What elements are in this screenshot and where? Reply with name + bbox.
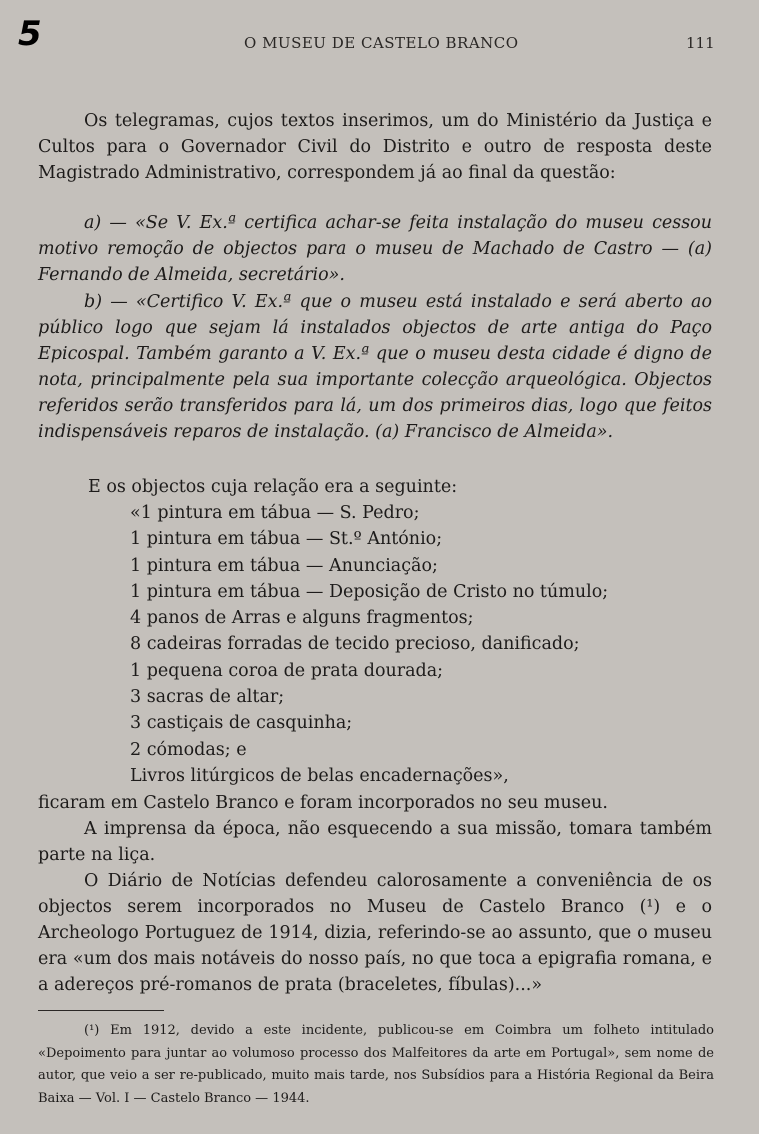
list-item: 8 cadeiras forradas de tecido precioso, danificado; <box>130 634 580 655</box>
list-item: 3 sacras de altar; <box>130 687 285 708</box>
objects-list <box>130 500 608 789</box>
list-item: 1 pintura em tábua — Anunciação; <box>130 555 438 576</box>
telegram-a: a) — «Se V. Ex.ª certifica achar-se feita instalação do museu cessou motivo remoção de objectos para o museu de Machado de Castro — (a) Fernando de Almeida, secretário». <box>38 213 712 285</box>
list-item: 2 cómodas; e <box>130 739 247 760</box>
footnote: (¹) Em 1912, devido a este incidente, publicou-se em Coimbra um folheto intitulado «Depoimento para juntar ao volumoso processo dos Malfeitores da arte em Portugal», sem nome de autor, que veio a ser re-publicado, muito mais tarde, nos Subsídios para a História Regional da Beira Baixa — Vol. I — Castelo Branco — 1944. <box>38 1023 714 1106</box>
intro-paragraph: Os telegramas, cujos textos inserimos, um do Ministério da Justiça e Cultos para o Governador Civil do Distrito e outro de resposta deste Magistrado Administrativo, correspondem já ao final da questão: <box>38 111 712 183</box>
list-item: 4 panos de Arras e alguns fragmentos; <box>130 608 474 629</box>
after-list-line: ficaram em Castelo Branco e foram incorporados no seu museu. <box>38 793 608 813</box>
telegram-b: b) — «Certifico V. Ex.ª que o museu está instalado e será aberto ao público logo que sejam lá instalados objectos de arte antiga do Paço Epicospal. Também garanto a V. Ex.ª que o museu desta cidade é digno de nota, principalmente pela sua importante colecção arqueológica. Objectos referidos serão transferidos para lá, um dos primeiros dias, logo que feitos indispensáveis reparos de instalação. (a) Francisco de Almeida». <box>38 292 712 442</box>
list-item: 1 pintura em tábua — Deposição de Cristo no túmulo; <box>130 581 609 602</box>
list-item: 3 castiçais de casquinha; <box>130 713 353 734</box>
diario-paragraph: O Diário de Notícias defendeu calorosamente a conveniência de os objectos serem incorporados no Museu de Castelo Branco (¹) e o Archeologo Portuguez de 1914, dizia, referindo-se ao assunto, que o museu era «um dos mais notáveis do nosso país, no que toca a epigrafia romana, e a adereços pré-romanos de prata (braceletes, fíbulas)...» <box>38 871 712 995</box>
list-item: Livros litúrgicos de belas encadernações», <box>130 765 509 786</box>
list-item: «1 pintura em tábua — S. Pedro; <box>130 503 420 523</box>
footnote-rule <box>38 1010 164 1011</box>
page-number: 111 <box>686 34 715 52</box>
list-item: 1 pequena coroa de prata dourada; <box>130 660 444 681</box>
list-intro: E os objectos cuja relação era a seguinte: <box>88 477 458 497</box>
page-marker: 5 <box>18 14 42 54</box>
list-item: 1 pintura em tábua — St.º António; <box>130 529 443 550</box>
press-paragraph: A imprensa da época, não esquecendo a sua missão, tomara também parte na liça. <box>38 819 712 865</box>
running-title: O MUSEU DE CASTELO BRANCO <box>244 34 519 52</box>
